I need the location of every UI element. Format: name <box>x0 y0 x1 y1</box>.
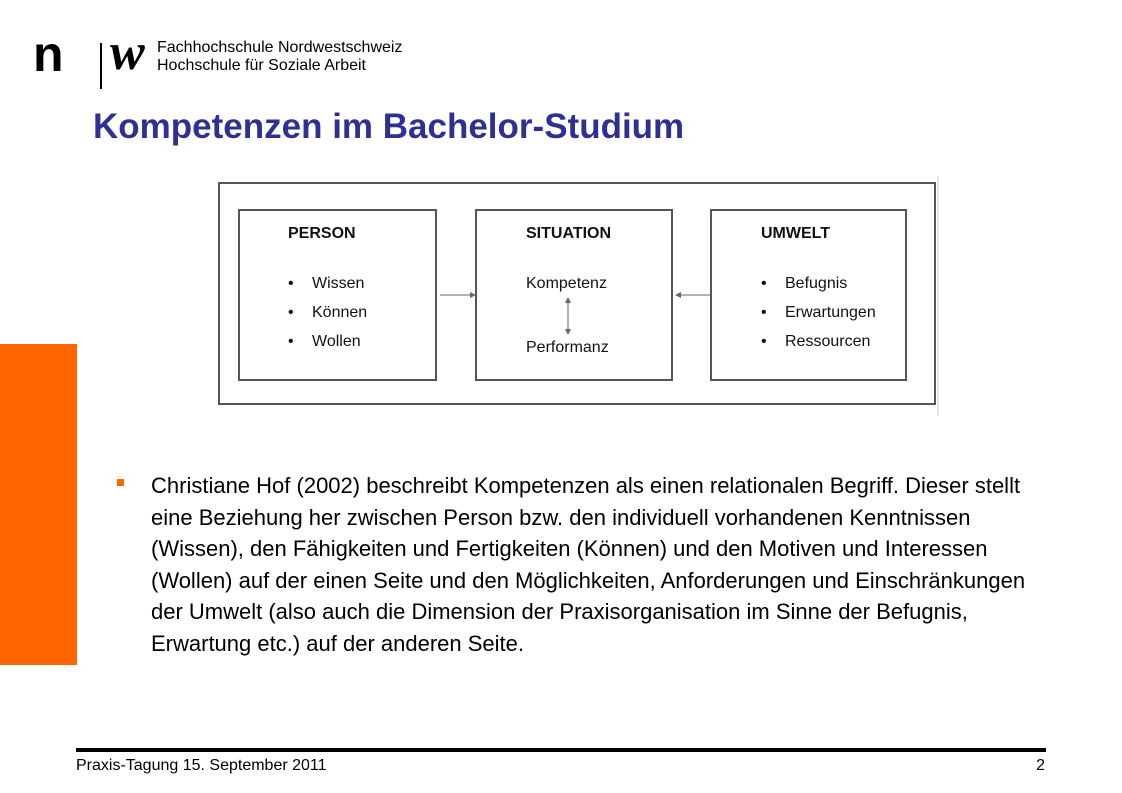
umwelt-box <box>710 209 907 381</box>
person-item-wollen: • Wollen <box>288 327 367 356</box>
umwelt-list <box>761 269 876 356</box>
slide-title: Kompetenzen im Bachelor-Studium <box>93 107 685 146</box>
institution-line-2: Hochschule für Soziale Arbeit <box>157 57 366 74</box>
footer-event: Praxis-Tagung 15. September 2011 <box>76 757 327 774</box>
situation-box <box>475 209 673 381</box>
situation-kompetenz: Kompetenz <box>526 275 607 292</box>
situation-performanz: Performanz <box>526 339 609 356</box>
diagram-shadow <box>937 176 939 416</box>
institution-line-1: Fachhochschule Nordwestschweiz <box>157 39 403 56</box>
square-bullet-icon <box>117 479 124 486</box>
arrow-umwelt-to-situation <box>674 289 712 301</box>
logo-letter-n: n <box>33 26 64 82</box>
umwelt-item-erwartungen: • Erwartungen <box>761 298 876 327</box>
person-box <box>238 209 437 381</box>
umwelt-item-ressourcen: • Ressourcen <box>761 327 876 356</box>
arrow-person-to-situation <box>439 289 477 301</box>
umwelt-item-befugnis: • Befugnis <box>761 269 876 298</box>
page-number: 2 <box>1036 757 1045 774</box>
footer-rule <box>76 748 1046 752</box>
logo-letter-w: w <box>110 24 145 81</box>
person-item-koennen: • Können <box>288 298 367 327</box>
situation-double-arrow <box>563 297 573 335</box>
body-paragraph: Christiane Hof (2002) beschreibt Kompetenzen als einen relationalen Begriff. Dieser stellt eine Beziehung her zwischen Person bzw. den individuell vorhandenen Kenntnissen (Wissen), den Fähigkeiten und Fertigkeiten (Können) und den Motiven und Interessen (Wollen) auf der einen Seite und den Möglichkeiten, Anforderungen und Einschränkungen der Umwelt (also auch die Dimension der Praxisorganisation im Sinne der Befugnis, Erwartung etc.) auf der anderen Seite. <box>151 473 1026 656</box>
person-item-wissen: • Wissen <box>288 269 367 298</box>
institution-name <box>157 39 402 75</box>
orange-accent-bar <box>0 344 77 665</box>
situation-heading: SITUATION <box>526 225 612 242</box>
umwelt-heading: UMWELT <box>761 225 831 242</box>
person-list <box>288 269 367 356</box>
person-heading: PERSON <box>288 225 356 242</box>
competence-diagram <box>218 182 936 405</box>
logo-divider <box>100 43 102 89</box>
